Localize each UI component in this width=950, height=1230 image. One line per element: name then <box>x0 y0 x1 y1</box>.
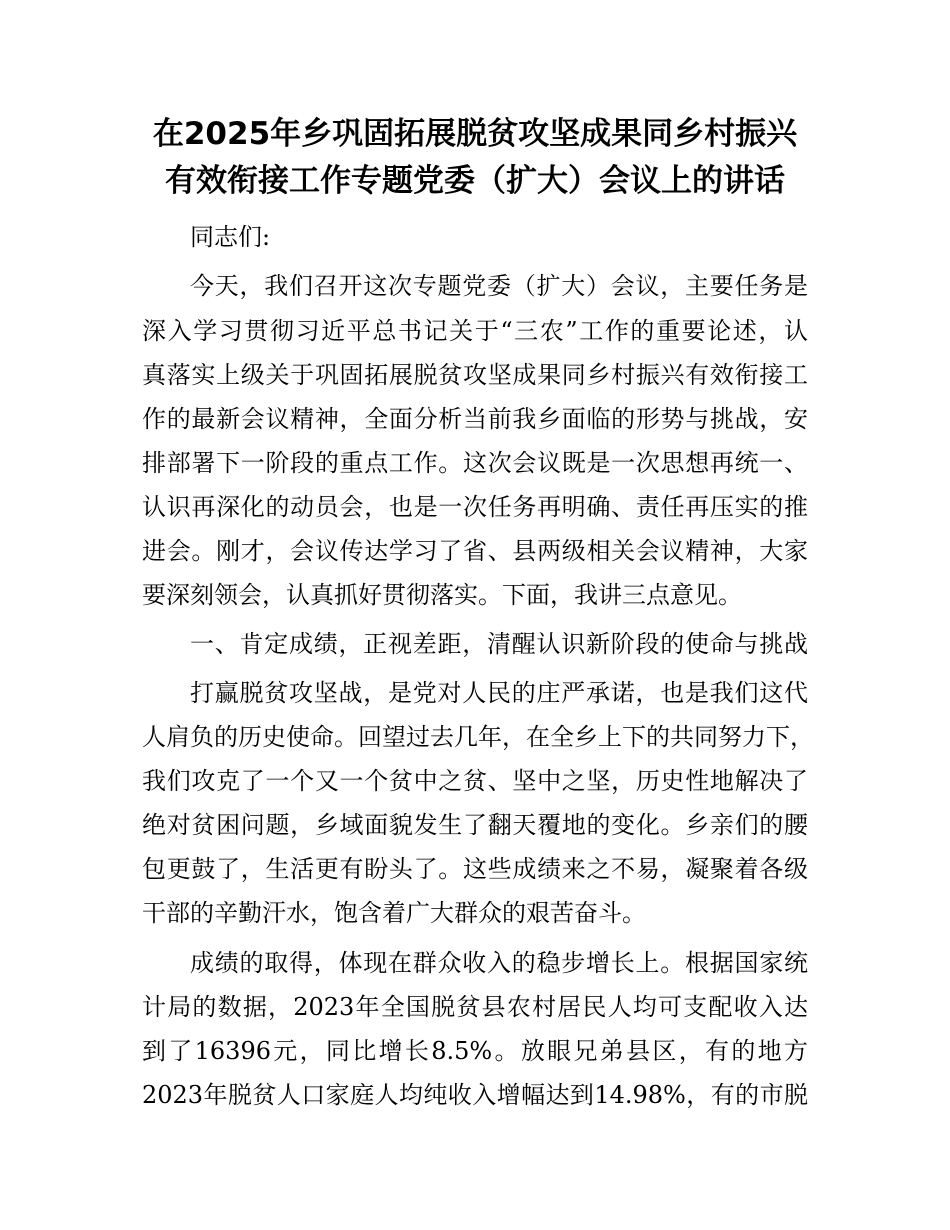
paragraph-line: 排部署下一阶段的重点工作。这次会议既是一次思想再统一、 <box>142 449 808 477</box>
paragraph-line: 干部的辛勤汗水，饱含着广大群众的艰苦奋斗。 <box>142 899 646 927</box>
paragraph-line: 今天，我们召开这次专题党委（扩大）会议，主要任务是 <box>190 272 808 300</box>
paragraph-line: 打赢脱贫攻坚战，是党对人民的庄严承诺，也是我们这代 <box>190 679 808 707</box>
paragraph-line: 绝对贫困问题，乡域面貌发生了翻天覆地的变化。乡亲们的腰 <box>142 811 808 839</box>
paragraph-line: 人肩负的历史使命。回望过去几年，在全乡上下的共同努力下， <box>142 723 814 751</box>
paragraph-line: 真落实上级关于巩固拓展脱贫攻坚成果同乡村振兴有效衔接工 <box>142 361 808 389</box>
document-title-line-1: 在2025年乡巩固拓展脱贫攻坚成果同乡村振兴 <box>152 116 798 152</box>
paragraph-line: 到了16396元，同比增长8.5%。放眼兄弟县区，有的地方 <box>142 1037 808 1065</box>
paragraph-line: 深入学习贯彻习近平总书记关于“三农”工作的重要论述，认 <box>142 317 808 345</box>
paragraph-line: 要深刻领会，认真抓好贯彻落实。下面，我讲三点意见。 <box>142 581 742 609</box>
paragraph-line: 成绩的取得，体现在群众收入的稳步增长上。根据国家统 <box>190 949 808 977</box>
section-heading: 一、肯定成绩，正视差距，清醒认识新阶段的使命与挑战 <box>190 630 808 658</box>
document-title-line-2: 有效衔接工作专题党委（扩大）会议上的讲话 <box>165 163 785 199</box>
greeting: 同志们: <box>190 223 271 251</box>
paragraph-line: 包更鼓了，生活更有盼头了。这些成绩来之不易，凝聚着各级 <box>142 855 808 883</box>
paragraph-line: 作的最新会议精神，全面分析当前我乡面临的形势与挑战，安 <box>142 405 808 433</box>
paragraph-line: 2023年脱贫人口家庭人均纯收入增幅达到14.98%，有的市脱 <box>142 1081 808 1109</box>
paragraph-line: 认识再深化的动员会，也是一次任务再明确、责任再压实的推 <box>142 493 808 521</box>
paragraph-line: 计局的数据，2023年全国脱贫县农村居民人均可支配收入达 <box>142 993 808 1021</box>
paragraph-line: 我们攻克了一个又一个贫中之贫、坚中之坚，历史性地解决了 <box>142 767 808 795</box>
paragraph-line: 进会。刚才，会议传达学习了省、县两级相关会议精神，大家 <box>142 537 808 565</box>
